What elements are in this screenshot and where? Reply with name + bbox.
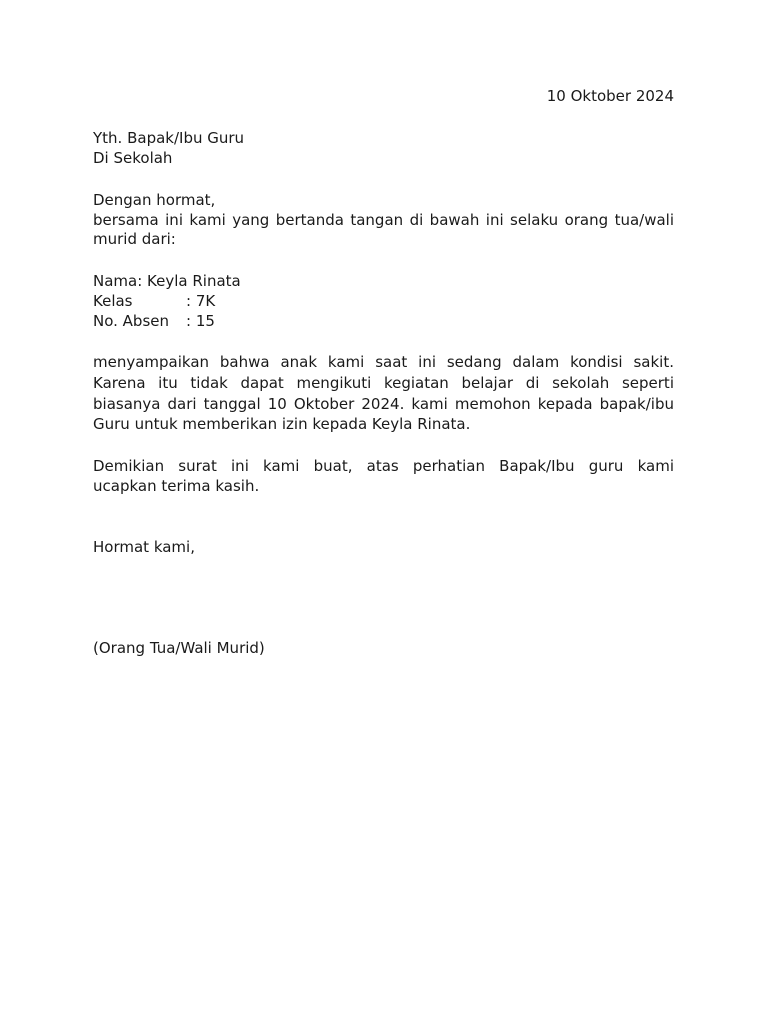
intro-line-1: bersama ini kami yang bertanda tangan di bawah ini selaku orang tua/wali bbox=[93, 211, 674, 229]
sign-off: Hormat kami, bbox=[93, 538, 195, 556]
student-absen-row bbox=[93, 311, 215, 331]
recipient-line-2: Di Sekolah bbox=[93, 149, 173, 167]
student-class-value: : 7K bbox=[186, 292, 216, 310]
letter-date: 10 Oktober 2024 bbox=[546, 87, 674, 105]
greeting: Dengan hormat, bbox=[93, 191, 216, 209]
student-absen-value: : 15 bbox=[186, 312, 215, 330]
signatory: (Orang Tua/Wali Murid) bbox=[93, 639, 265, 657]
student-absen-label: No. Absen bbox=[93, 312, 170, 330]
body-line-2: Karena itu tidak dapat mengikuti kegiatan belajar di sekolah seperti bbox=[93, 374, 674, 392]
body-line-4: Guru untuk memberikan izin kepada Keyla Rinata. bbox=[93, 415, 471, 433]
student-class-label: Kelas bbox=[93, 292, 133, 310]
body-line-3: biasanya dari tanggal 10 Oktober 2024. kami memohon kepada bapak/ibu bbox=[93, 395, 674, 413]
intro-line-2: murid dari: bbox=[93, 230, 176, 248]
student-name-label: Nama bbox=[93, 272, 138, 290]
student-name-row bbox=[93, 271, 241, 291]
closing-line-1: Demikian surat ini kami buat, atas perhatian Bapak/Ibu guru kami bbox=[93, 457, 674, 475]
signature-space bbox=[93, 560, 343, 630]
recipient-line-1: Yth. Bapak/Ibu Guru bbox=[93, 129, 245, 147]
closing-line-2: ucapkan terima kasih. bbox=[93, 477, 260, 495]
body-line-1: menyampaikan bahwa anak kami saat ini sedang dalam kondisi sakit. bbox=[93, 353, 674, 371]
student-name-value: : Keyla Rinata bbox=[137, 272, 241, 290]
student-class-row bbox=[93, 291, 215, 311]
